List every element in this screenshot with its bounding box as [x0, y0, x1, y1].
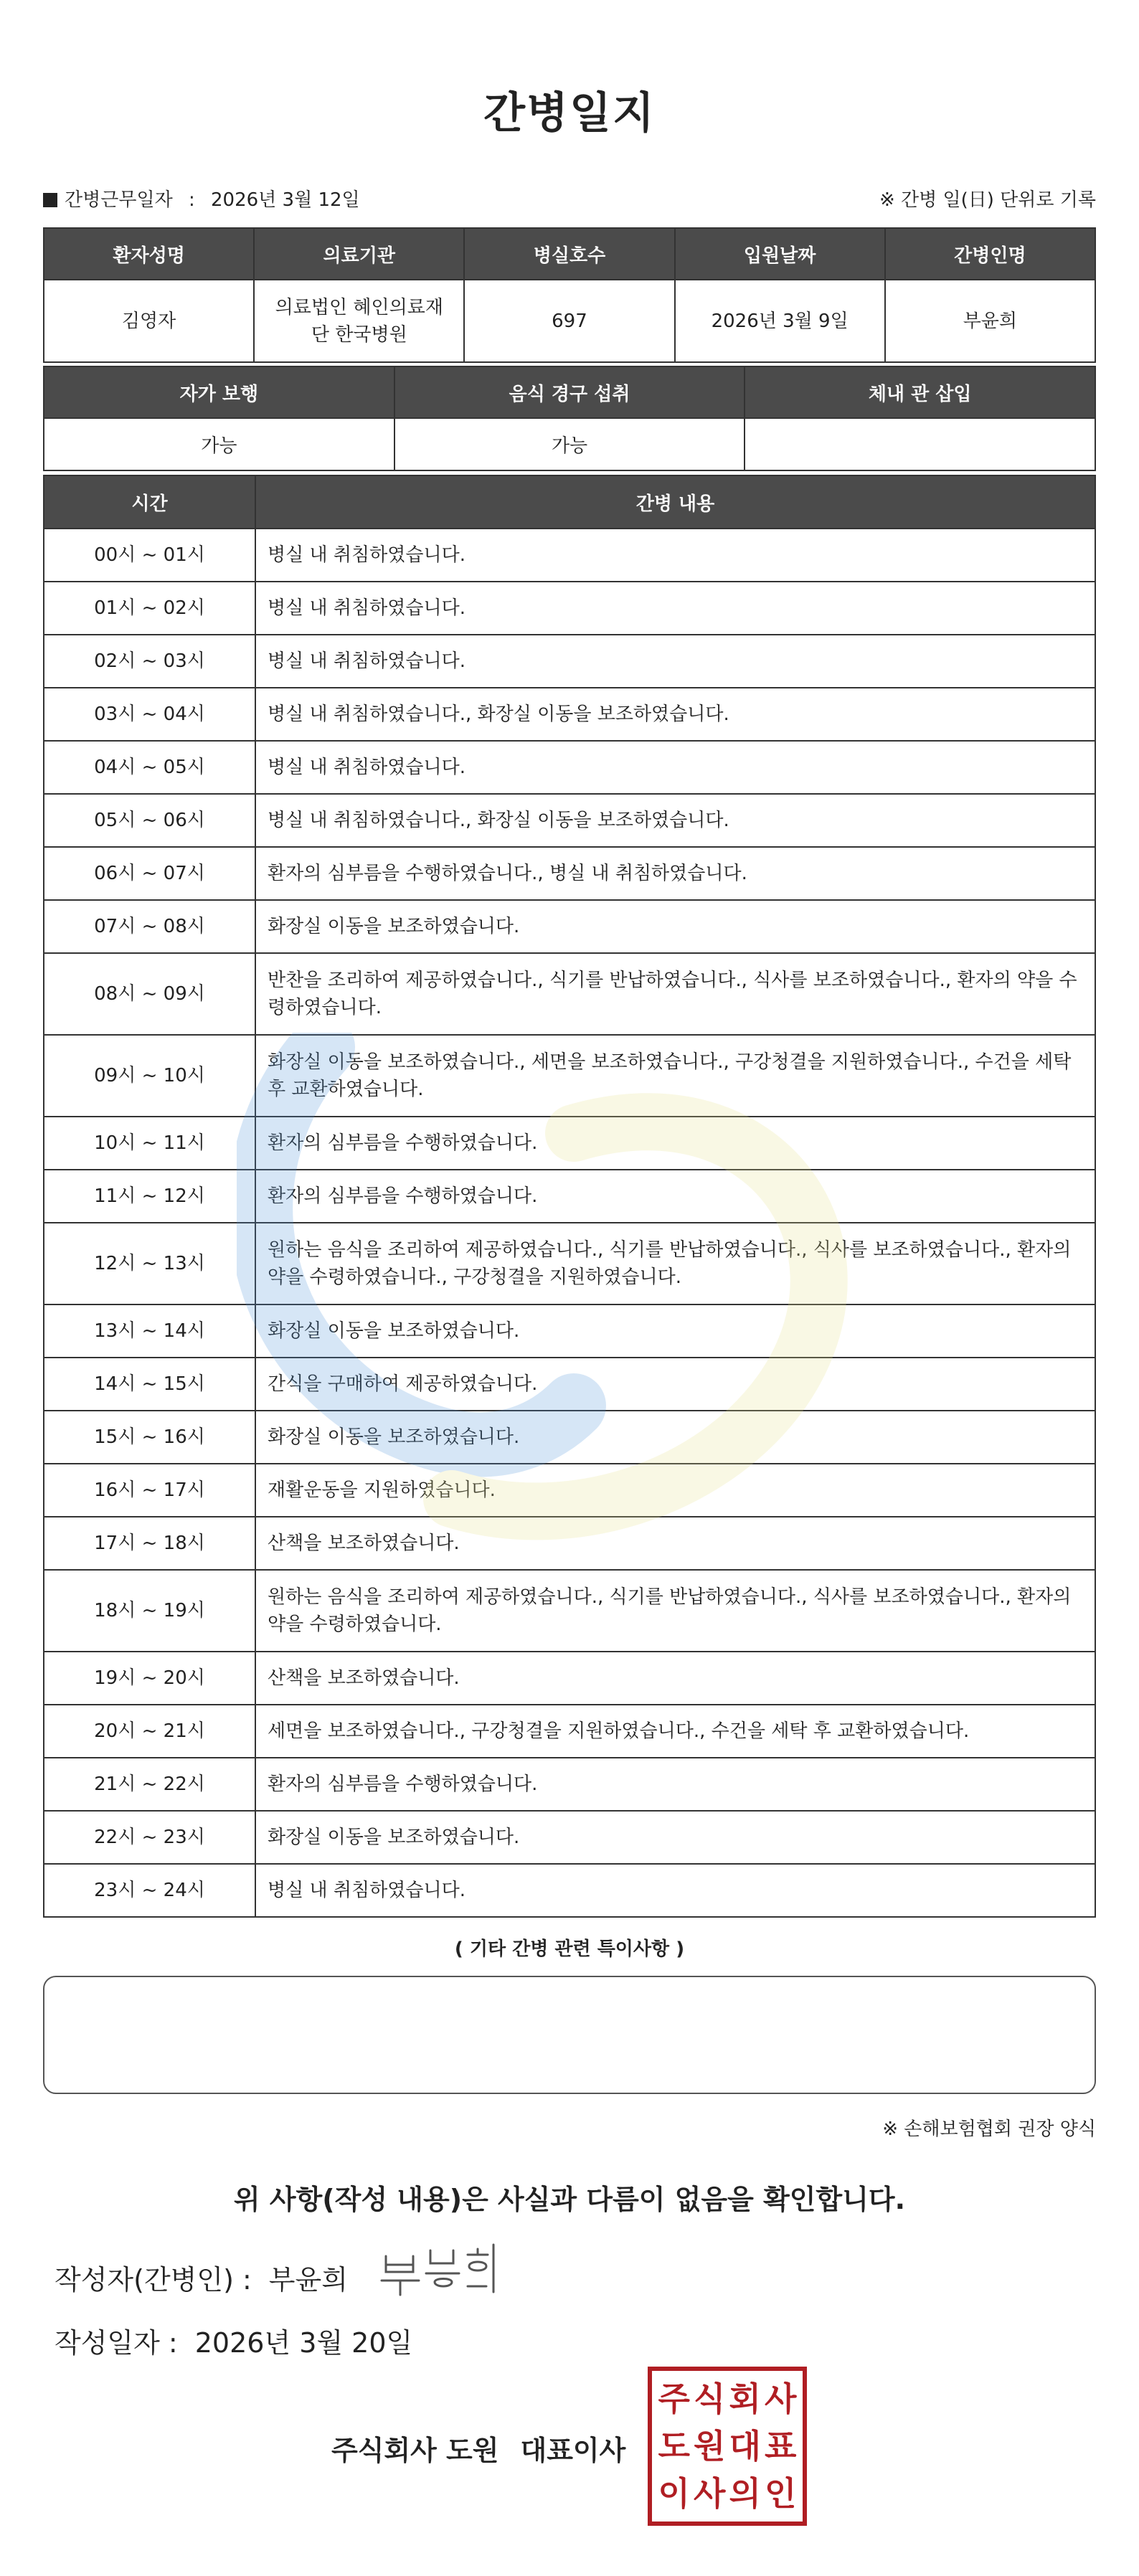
- table-row: [44, 1117, 1095, 1170]
- care-content-cell: 병실 내 취침하였습니다.: [255, 1864, 1095, 1917]
- time-header: 시간: [44, 475, 255, 529]
- writer-name: 부윤희: [268, 2264, 348, 2296]
- care-content-cell: 화장실 이동을 보조하였습니다.: [255, 1304, 1095, 1358]
- room-number-header: 병실호수: [464, 228, 674, 280]
- care-content-cell: 병실 내 취침하였습니다.: [255, 741, 1095, 794]
- table-row: [44, 1758, 1095, 1811]
- table-row: [44, 1223, 1095, 1304]
- table-row: [44, 794, 1095, 847]
- table-row: [44, 1464, 1095, 1517]
- care-content-cell: 반찬을 조리하여 제공하였습니다., 식기를 반납하였습니다., 식사를 보조하였습니다., 환자의 약을 수령하였습니다.: [255, 953, 1095, 1035]
- care-content-cell: 화장실 이동을 보조하였습니다., 세면을 보조하였습니다., 구강청결을 지원하였습니다., 수건을 세탁 후 교환하였습니다.: [255, 1035, 1095, 1117]
- seal-char: 이: [658, 2474, 690, 2513]
- write-date-label: 작성일자 :: [55, 2327, 178, 2359]
- time-cell: 04시 ~ 05시: [44, 741, 255, 794]
- care-content-cell: 환자의 심부름을 수행하였습니다.: [255, 1117, 1095, 1170]
- page-title: 간병일지: [483, 88, 656, 138]
- seal-char: 식: [694, 2380, 726, 2418]
- time-cell: 03시 ~ 04시: [44, 688, 255, 741]
- care-content-cell: 병실 내 취침하였습니다., 화장실 이동을 보조하였습니다.: [255, 688, 1095, 741]
- company-seal-stamp: [648, 2367, 807, 2526]
- recommended-form-note: ※ 손해보험협회 권장 양식: [882, 2118, 1096, 2140]
- time-cell: 06시 ~ 07시: [44, 847, 255, 900]
- table-row: [44, 1170, 1095, 1223]
- writer-label: 작성자(간병인) :: [55, 2264, 252, 2296]
- seal-char: 원: [694, 2427, 726, 2466]
- care-content-cell: 세면을 보조하였습니다., 구강청결을 지원하였습니다., 수건을 세탁 후 교환하였습니다.: [255, 1705, 1095, 1758]
- seal-char: 회: [729, 2380, 761, 2418]
- table-row: [44, 953, 1095, 1035]
- table-row: [44, 900, 1095, 953]
- seal-char: 의: [729, 2474, 761, 2513]
- meta-row: [43, 185, 1096, 214]
- ceo-title: 대표이사: [520, 2435, 626, 2466]
- hospital-header: 의료기관: [254, 228, 464, 280]
- time-cell: 09시 ~ 10시: [44, 1035, 255, 1117]
- care-content-cell: 원하는 음식을 조리하여 제공하였습니다., 식기를 반납하였습니다., 식사를 보조하였습니다., 환자의 약을 수령하였습니다.: [255, 1570, 1095, 1652]
- work-date-label: 간병근무일자: [65, 189, 173, 211]
- care-content-cell: 병실 내 취침하였습니다.: [255, 582, 1095, 635]
- time-cell: 18시 ~ 19시: [44, 1570, 255, 1652]
- patient-status-row: [44, 418, 1095, 470]
- oral-intake-value: 가능: [394, 418, 745, 470]
- table-row: [44, 529, 1095, 582]
- write-date-value: 2026년 3월 20일: [194, 2327, 413, 2359]
- time-cell: 17시 ~ 18시: [44, 1517, 255, 1570]
- time-cell: 02시 ~ 03시: [44, 635, 255, 688]
- care-log-table: [43, 475, 1096, 1918]
- care-content-cell: 재활운동을 지원하였습니다.: [255, 1464, 1095, 1517]
- room-number: 697: [464, 280, 674, 362]
- hospital-name: 의료법인 혜인의료재단 한국병원: [254, 280, 464, 362]
- company-line: [331, 2428, 625, 2468]
- oral-intake-header: 음식 경구 섭취: [394, 366, 745, 418]
- self-walking-value: 가능: [44, 418, 394, 470]
- time-cell: 23시 ~ 24시: [44, 1864, 255, 1917]
- work-date-separator: :: [188, 189, 195, 211]
- time-cell: 21시 ~ 22시: [44, 1758, 255, 1811]
- care-content-cell: 원하는 음식을 조리하여 제공하였습니다., 식기를 반납하였습니다., 식사를 보조하였습니다., 환자의 약을 수령하였습니다., 구강청결을 지원하였습니다.: [255, 1223, 1095, 1304]
- table-row: [44, 1864, 1095, 1917]
- confirmation-statement: 위 사항(작성 내용)은 사실과 다름이 없음을 확인합니다.: [233, 2184, 906, 2215]
- care-content-cell: 화장실 이동을 보조하였습니다.: [255, 900, 1095, 953]
- time-cell: 00시 ~ 01시: [44, 529, 255, 582]
- table-row: [44, 635, 1095, 688]
- table-row: [44, 847, 1095, 900]
- table-row: [44, 1705, 1095, 1758]
- time-cell: 12시 ~ 13시: [44, 1223, 255, 1304]
- patient-info-header-row: [44, 228, 1095, 280]
- caregiver-name-header: 간병인명: [885, 228, 1095, 280]
- care-content-cell: 병실 내 취침하였습니다., 화장실 이동을 보조하였습니다.: [255, 794, 1095, 847]
- square-bullet-icon: [43, 193, 57, 207]
- table-row: [44, 1358, 1095, 1411]
- care-content-cell: 병실 내 취침하였습니다.: [255, 529, 1095, 582]
- caregiver-name: 부윤희: [885, 280, 1095, 362]
- time-cell: 20시 ~ 21시: [44, 1705, 255, 1758]
- admission-date-header: 입원날짜: [675, 228, 885, 280]
- seal-char: 주: [658, 2380, 690, 2418]
- seal-char: 사: [694, 2474, 726, 2513]
- time-cell: 22시 ~ 23시: [44, 1811, 255, 1864]
- remarks-text: [44, 1977, 1095, 2006]
- patient-info-row: [44, 280, 1095, 362]
- seal-char: 표: [765, 2427, 797, 2466]
- time-cell: 15시 ~ 16시: [44, 1411, 255, 1464]
- care-log-header-row: [44, 475, 1095, 529]
- patient-name-header: 환자성명: [44, 228, 254, 280]
- care-content-cell: 환자의 심부름을 수행하였습니다.: [255, 1758, 1095, 1811]
- company-name: 주식회사 도원: [331, 2435, 499, 2466]
- handwritten-signature: [379, 2235, 501, 2301]
- time-cell: 11시 ~ 12시: [44, 1170, 255, 1223]
- table-row: [44, 1811, 1095, 1864]
- time-cell: 14시 ~ 15시: [44, 1358, 255, 1411]
- care-content-cell: 산책을 보조하였습니다.: [255, 1517, 1095, 1570]
- work-date: [43, 185, 360, 212]
- work-date-value: 2026년 3월 12일: [211, 189, 360, 211]
- time-cell: 01시 ~ 02시: [44, 582, 255, 635]
- seal-characters: [656, 2375, 798, 2517]
- time-cell: 13시 ~ 14시: [44, 1304, 255, 1358]
- patient-status-header-row: [44, 366, 1095, 418]
- remarks-title: ( 기타 간병 관련 특이사항 ): [454, 1938, 685, 1960]
- patient-info-table: [43, 227, 1096, 363]
- care-content-cell: 화장실 이동을 보조하였습니다.: [255, 1411, 1095, 1464]
- care-content-cell: 간식을 구매하여 제공하였습니다.: [255, 1358, 1095, 1411]
- care-content-cell: 산책을 보조하였습니다.: [255, 1652, 1095, 1705]
- time-cell: 16시 ~ 17시: [44, 1464, 255, 1517]
- table-row: [44, 1570, 1095, 1652]
- time-cell: 19시 ~ 20시: [44, 1652, 255, 1705]
- time-cell: 07시 ~ 08시: [44, 900, 255, 953]
- time-cell: 10시 ~ 11시: [44, 1117, 255, 1170]
- care-log-body: [44, 529, 1095, 1917]
- table-row: [44, 1304, 1095, 1358]
- table-row: [44, 1652, 1095, 1705]
- seal-char: 도: [658, 2427, 690, 2466]
- tube-insertion-value: [745, 418, 1095, 470]
- table-row: [44, 741, 1095, 794]
- daily-note: ※ 간병 일(日) 단위로 기록: [879, 189, 1096, 211]
- patient-status-table: [43, 366, 1096, 471]
- writer-line: [55, 2258, 348, 2297]
- time-cell: 05시 ~ 06시: [44, 794, 255, 847]
- write-date-line: [55, 2321, 412, 2360]
- table-row: [44, 582, 1095, 635]
- table-row: [44, 1411, 1095, 1464]
- care-content-cell: 환자의 심부름을 수행하였습니다., 병실 내 취침하였습니다.: [255, 847, 1095, 900]
- care-content-cell: 환자의 심부름을 수행하였습니다.: [255, 1170, 1095, 1223]
- table-row: [44, 1517, 1095, 1570]
- self-walking-header: 자가 보행: [44, 366, 394, 418]
- seal-char: 사: [765, 2380, 797, 2418]
- table-row: [44, 1035, 1095, 1117]
- care-content-cell: 화장실 이동을 보조하였습니다.: [255, 1811, 1095, 1864]
- seal-char: 대: [729, 2427, 761, 2466]
- seal-char: 인: [765, 2474, 797, 2513]
- table-row: [44, 688, 1095, 741]
- admission-date: 2026년 3월 9일: [675, 280, 885, 362]
- care-content-cell: 병실 내 취침하였습니다.: [255, 635, 1095, 688]
- patient-name: 김영자: [44, 280, 254, 362]
- remarks-box: [43, 1976, 1096, 2094]
- time-cell: 08시 ~ 09시: [44, 953, 255, 1035]
- tube-insertion-header: 체내 관 삽입: [745, 366, 1095, 418]
- care-content-header: 간병 내용: [255, 475, 1095, 529]
